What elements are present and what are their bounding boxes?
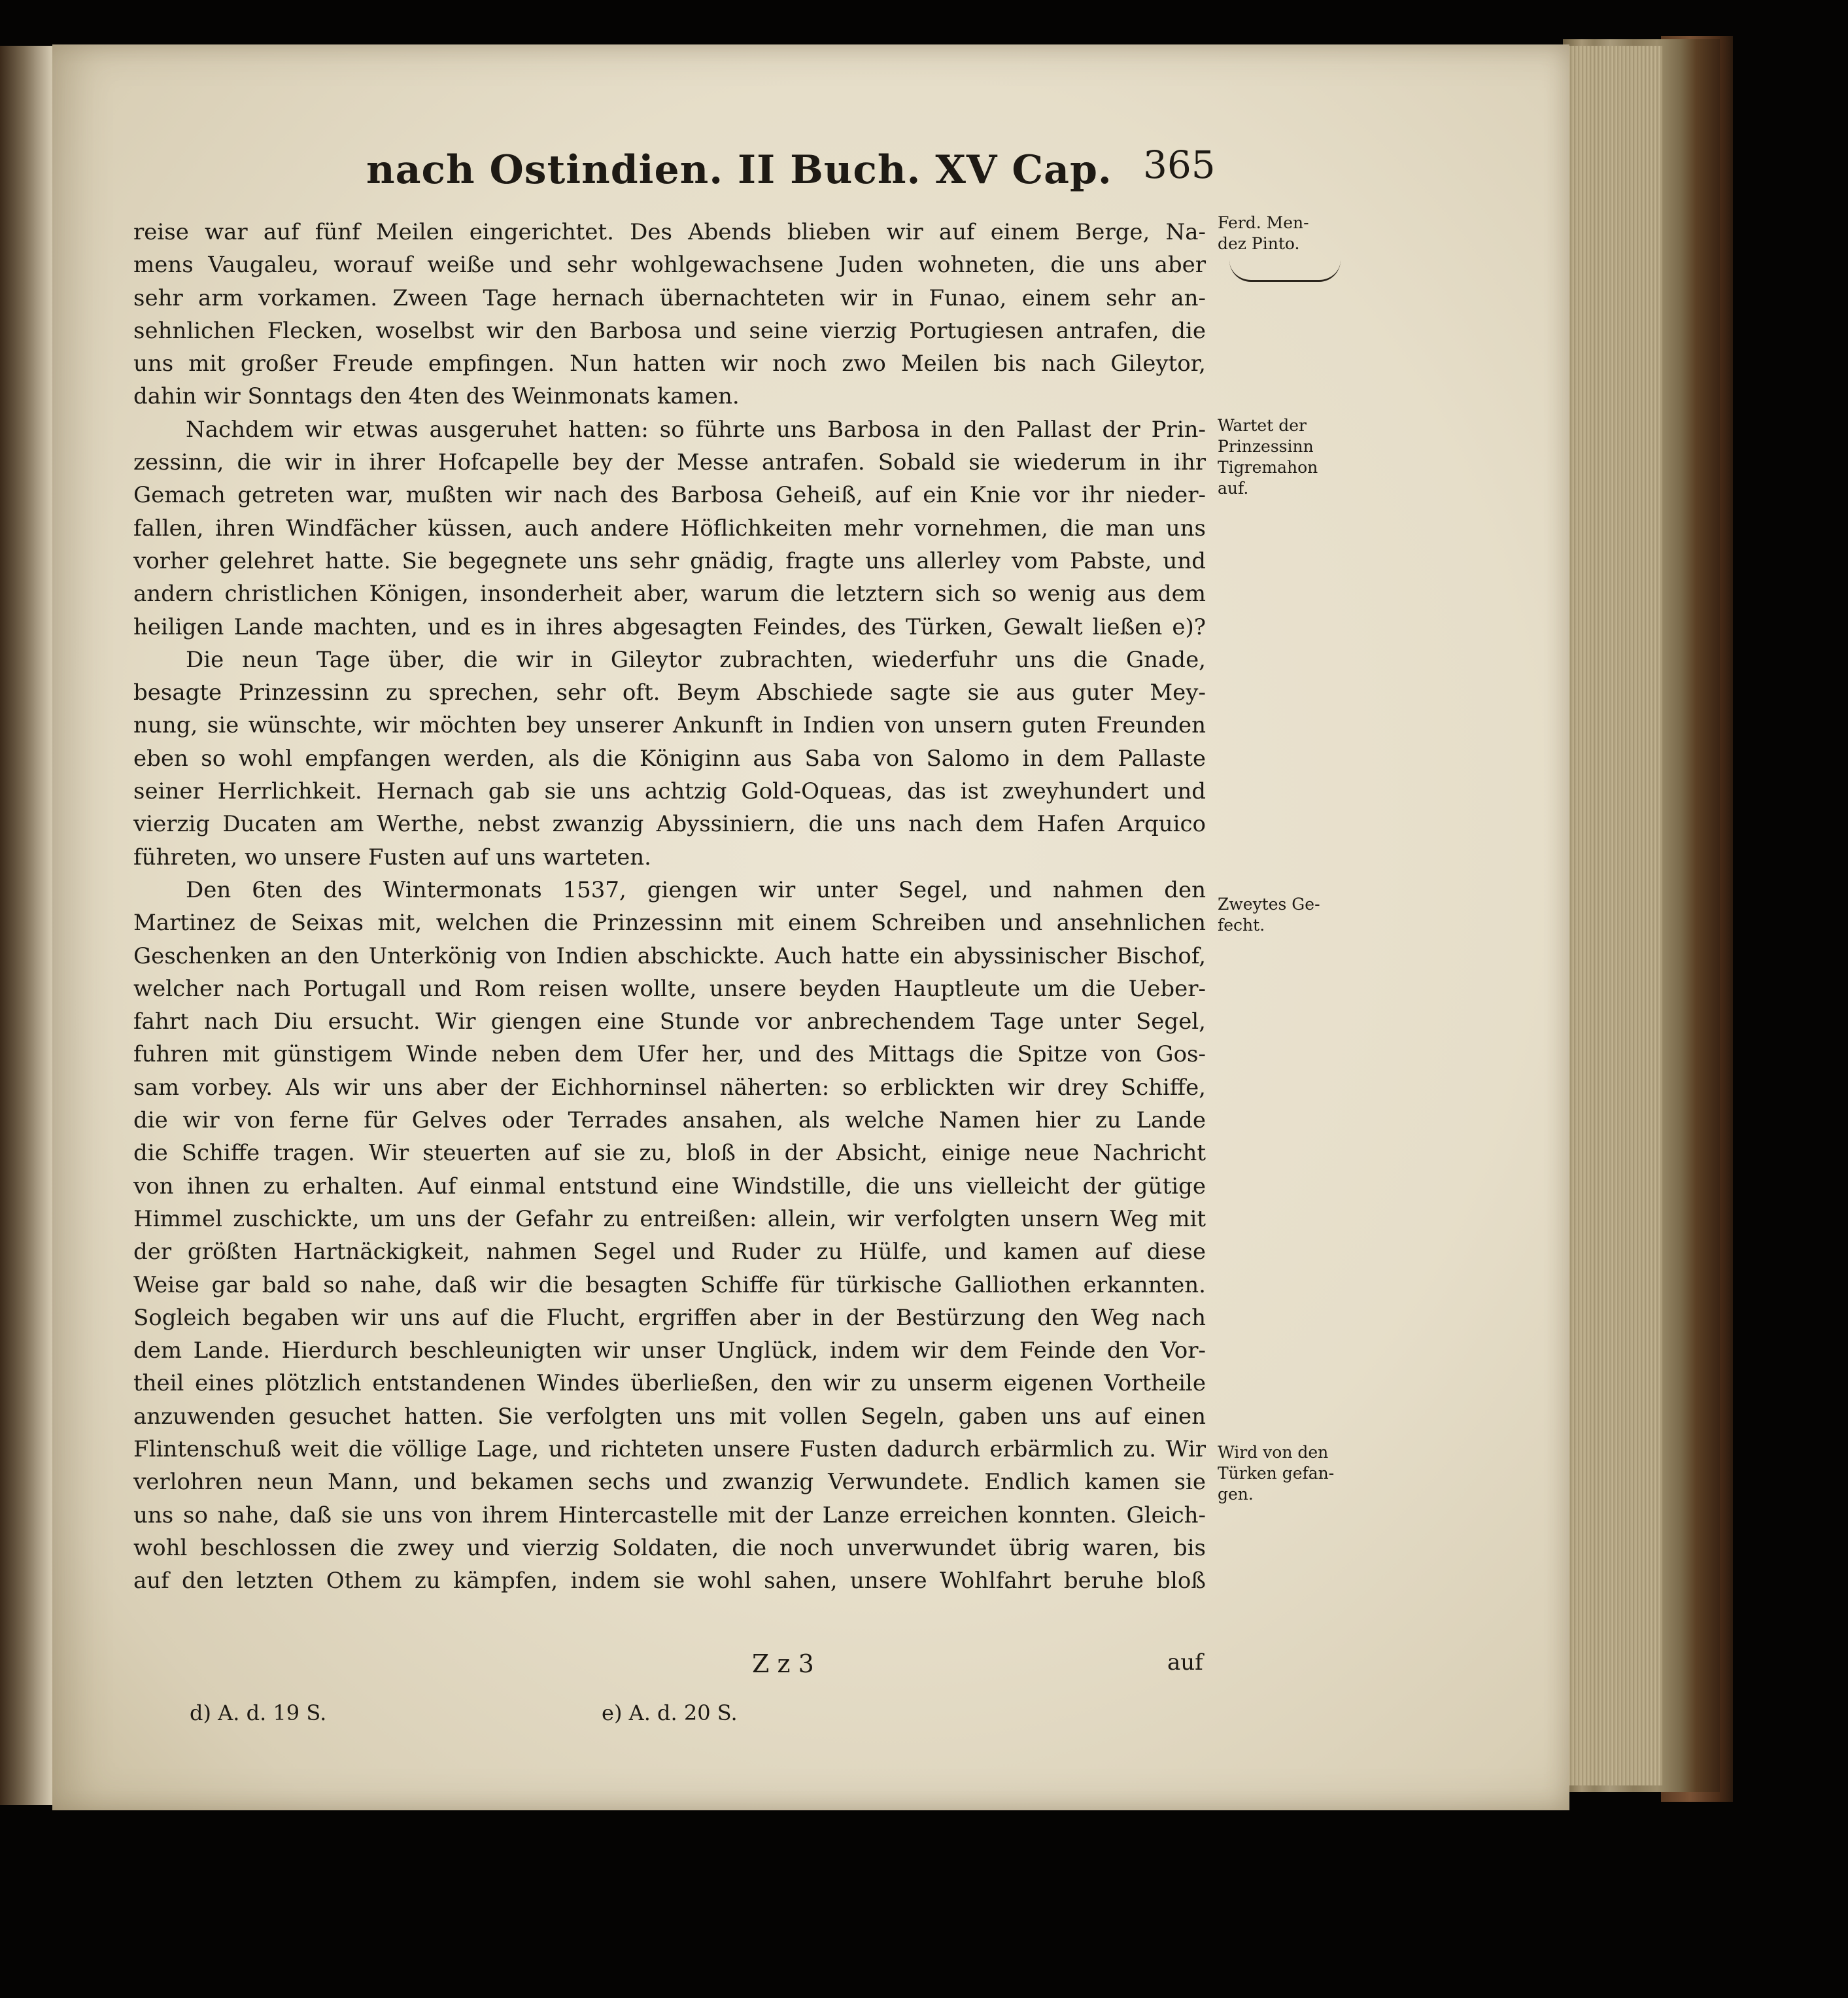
text-line: auf den letzten Othem zu kämpfen, indem sie wohl sahen, unsere Wohlfahrt beruhe bloß xyxy=(133,1568,1206,1594)
text-line: heiligen Lande machten, und es in ihres abgesagten Feindes, des Türken, Gewalt ließen e)? xyxy=(133,613,1206,640)
margin-note-line: Zweytes Ge- xyxy=(1218,895,1320,914)
margin-note-line: Ferd. Men- xyxy=(1218,213,1309,232)
text-line: Himmel zuschickte, um uns der Gefahr zu entreißen: allein, wir verfolgten unsern Weg mit xyxy=(133,1205,1206,1232)
text-line: verlohren neun Mann, und bekamen sechs und zwanzig Verwundete. Endlich kamen sie xyxy=(133,1469,1206,1496)
margin-note-line: Tigremahon xyxy=(1218,458,1318,477)
text-line: vierzig Ducaten am Werthe, nebst zwanzig Abyssiniern, die uns nach dem Hafen Arquico xyxy=(133,811,1206,838)
margin-note-line: gen. xyxy=(1218,1485,1254,1504)
page-number: 365 xyxy=(1143,143,1216,187)
text-line: dahin wir Sonntags den 4ten des Weinmonats kamen. xyxy=(133,383,740,410)
text-line: Sogleich begaben wir uns auf die Flucht, ergriffen aber in der Bestürzung den Weg nach xyxy=(133,1304,1206,1331)
margin-note-ferd-mendez-pinto xyxy=(1218,213,1355,254)
margin-note-line: Wartet der xyxy=(1218,416,1307,435)
text-line: Weise gar bald so nahe, daß wir die besagten Schiffe für türkische Galliothen erkannten. xyxy=(133,1271,1206,1298)
text-line: sehr arm vorkamen. Zween Tage hernach übernachteten wir in Funao, einem sehr an- xyxy=(133,284,1206,311)
catchword: auf xyxy=(1167,1649,1203,1676)
margin-note-second-fight xyxy=(1218,894,1355,936)
margin-note-captured xyxy=(1218,1442,1355,1505)
text-line: uns so nahe, daß sie uns von ihrem Hintercastelle mit der Lanze erreichen konnten. Gleich- xyxy=(133,1502,1206,1528)
text-line: Gemach getreten war, mußten wir nach des Barbosa Geheiß, auf ein Knie vor ihr nieder- xyxy=(133,482,1206,509)
text-line: theil eines plötzlich entstandenen Windes überließen, den wir zu unserm eigenen Vortheile xyxy=(133,1370,1206,1397)
margin-note-line: auf. xyxy=(1218,479,1249,498)
text-line: die Schiffe tragen. Wir steuerten auf sie zu, bloß in der Absicht, einige neue Nachricht xyxy=(133,1140,1206,1167)
text-line: nung, sie wünschte, wir möchten bey unserer Ankunft in Indien von unsern guten Freunden xyxy=(133,712,1206,739)
text-line: mens Vaugaleu, worauf weiße und sehr wohlgewachsene Juden wohneten, die uns aber xyxy=(133,252,1206,279)
text-line: Nachdem wir etwas ausgeruhet hatten: so führte uns Barbosa in den Pallast der Prin- xyxy=(186,416,1206,443)
signature-mark: Z z 3 xyxy=(752,1649,814,1678)
text-line: reise war auf fünf Meilen eingerichtet. Des Abends blieben wir auf einem Berge, Na- xyxy=(133,219,1206,245)
running-head: nach Ostindien. II Buch. XV Cap. xyxy=(366,147,1112,193)
margin-note-line: dez Pinto. xyxy=(1218,234,1300,253)
text-line: uns mit großer Freude empfingen. Nun hatten wir noch zwo Meilen bis nach Gileytor, xyxy=(133,351,1206,377)
text-line: dem Lande. Hierdurch beschleunigten wir unser Unglück, indem wir dem Feinde den Vor- xyxy=(133,1337,1206,1364)
text-line: Die neun Tage über, die wir in Gileytor zubrachten, wiederfuhr uns die Gnade, xyxy=(186,646,1206,673)
text-line: andern christlichen Königen, insonderheit aber, warum die letztern sich so wenig aus dem xyxy=(133,581,1206,608)
text-line: Den 6ten des Wintermonats 1537, giengen wir unter Segel, und nahmen den xyxy=(186,876,1206,903)
text-line: sam vorbey. Als wir uns aber der Eichhorninsel näherten: so erblickten wir drey Schiffe, xyxy=(133,1074,1206,1101)
text-line: Martinez de Seixas mit, welchen die Prinzessinn mit einem Schreiben und ansehnlichen xyxy=(133,910,1206,937)
footnote-d: d) A. d. 19 S. xyxy=(190,1700,327,1725)
text-line: Geschenken an den Unterkönig von Indien abschickte. Auch hatte ein abyssinischer Bischof, xyxy=(133,942,1206,969)
text-line: fahrt nach Diu ersucht. Wir giengen eine Stunde vor anbrechendem Tage unter Segel, xyxy=(133,1008,1206,1035)
text-line: eben so wohl empfangen werden, als die Königinn aus Saba von Salomo in dem Pallaste xyxy=(133,745,1206,772)
text-line: von ihnen zu erhalten. Auf einmal entstund eine Windstille, die uns vielleicht der gütige xyxy=(133,1173,1206,1199)
margin-note-line: fecht. xyxy=(1218,916,1265,935)
margin-note-line: Prinzessinn xyxy=(1218,437,1314,456)
text-line: besagte Prinzessinn zu sprechen, sehr oft. Beym Abschiede sagte sie aus guter Mey- xyxy=(133,680,1206,706)
body-text xyxy=(133,216,1206,1597)
text-line: führeten, wo unsere Fusten auf uns warteten. xyxy=(133,844,651,870)
text-line: zessinn, die wir in ihrer Hofcapelle bey der Messe antrafen. Sobald sie wiederum in ihr xyxy=(133,449,1206,476)
text-line: seiner Herrlichkeit. Hernach gab sie uns achtzig Gold-Oqueas, das ist zweyhundert und xyxy=(133,778,1206,805)
text-line: anzuwenden gesuchet hatten. Sie verfolgten uns mit vollen Segeln, gaben uns auf einen xyxy=(133,1403,1206,1430)
page-edges xyxy=(1564,46,1662,1785)
margin-note-tigremahon xyxy=(1218,415,1355,499)
text-line: der größten Hartnäckigkeit, nahmen Segel und Ruder zu Hülfe, und kamen auf diese xyxy=(133,1239,1206,1266)
footnote-e: e) A. d. 20 S. xyxy=(602,1700,738,1725)
text-line: sehnlichen Flecken, woselbst wir den Barbosa und seine vierzig Portugiesen antrafen, die xyxy=(133,317,1206,344)
gutter-shadow xyxy=(0,46,59,1805)
text-line: wohl beschlossen die zwey und vierzig Soldaten, die noch unverwundet übrig waren, bis xyxy=(133,1534,1206,1561)
text-line: welcher nach Portugall und Rom reisen wollte, unsere beyden Hauptleute um die Ueber- xyxy=(133,975,1206,1002)
margin-brace xyxy=(1229,260,1341,282)
text-line: vorher gelehret hatte. Sie begegnete uns sehr gnädig, fragte uns allerley vom Pabste, und xyxy=(133,547,1206,574)
margin-note-line: Wird von den xyxy=(1218,1443,1329,1462)
text-line: fuhren mit günstigem Winde neben dem Ufer her, und des Mittags die Spitze von Gos- xyxy=(133,1041,1206,1068)
text-line: fallen, ihren Windfächer küssen, auch andere Höflichkeiten mehr vornehmen, die man uns xyxy=(133,515,1206,542)
text-line: die wir von ferne für Gelves oder Terrades ansahen, als welche Namen hier zu Lande xyxy=(133,1107,1206,1134)
text-line: Flintenschuß weit die völlige Lage, und richteten unsere Fusten dadurch erbärmlich zu. Wir xyxy=(133,1436,1206,1462)
margin-note-line: Türken gefan- xyxy=(1218,1464,1335,1483)
